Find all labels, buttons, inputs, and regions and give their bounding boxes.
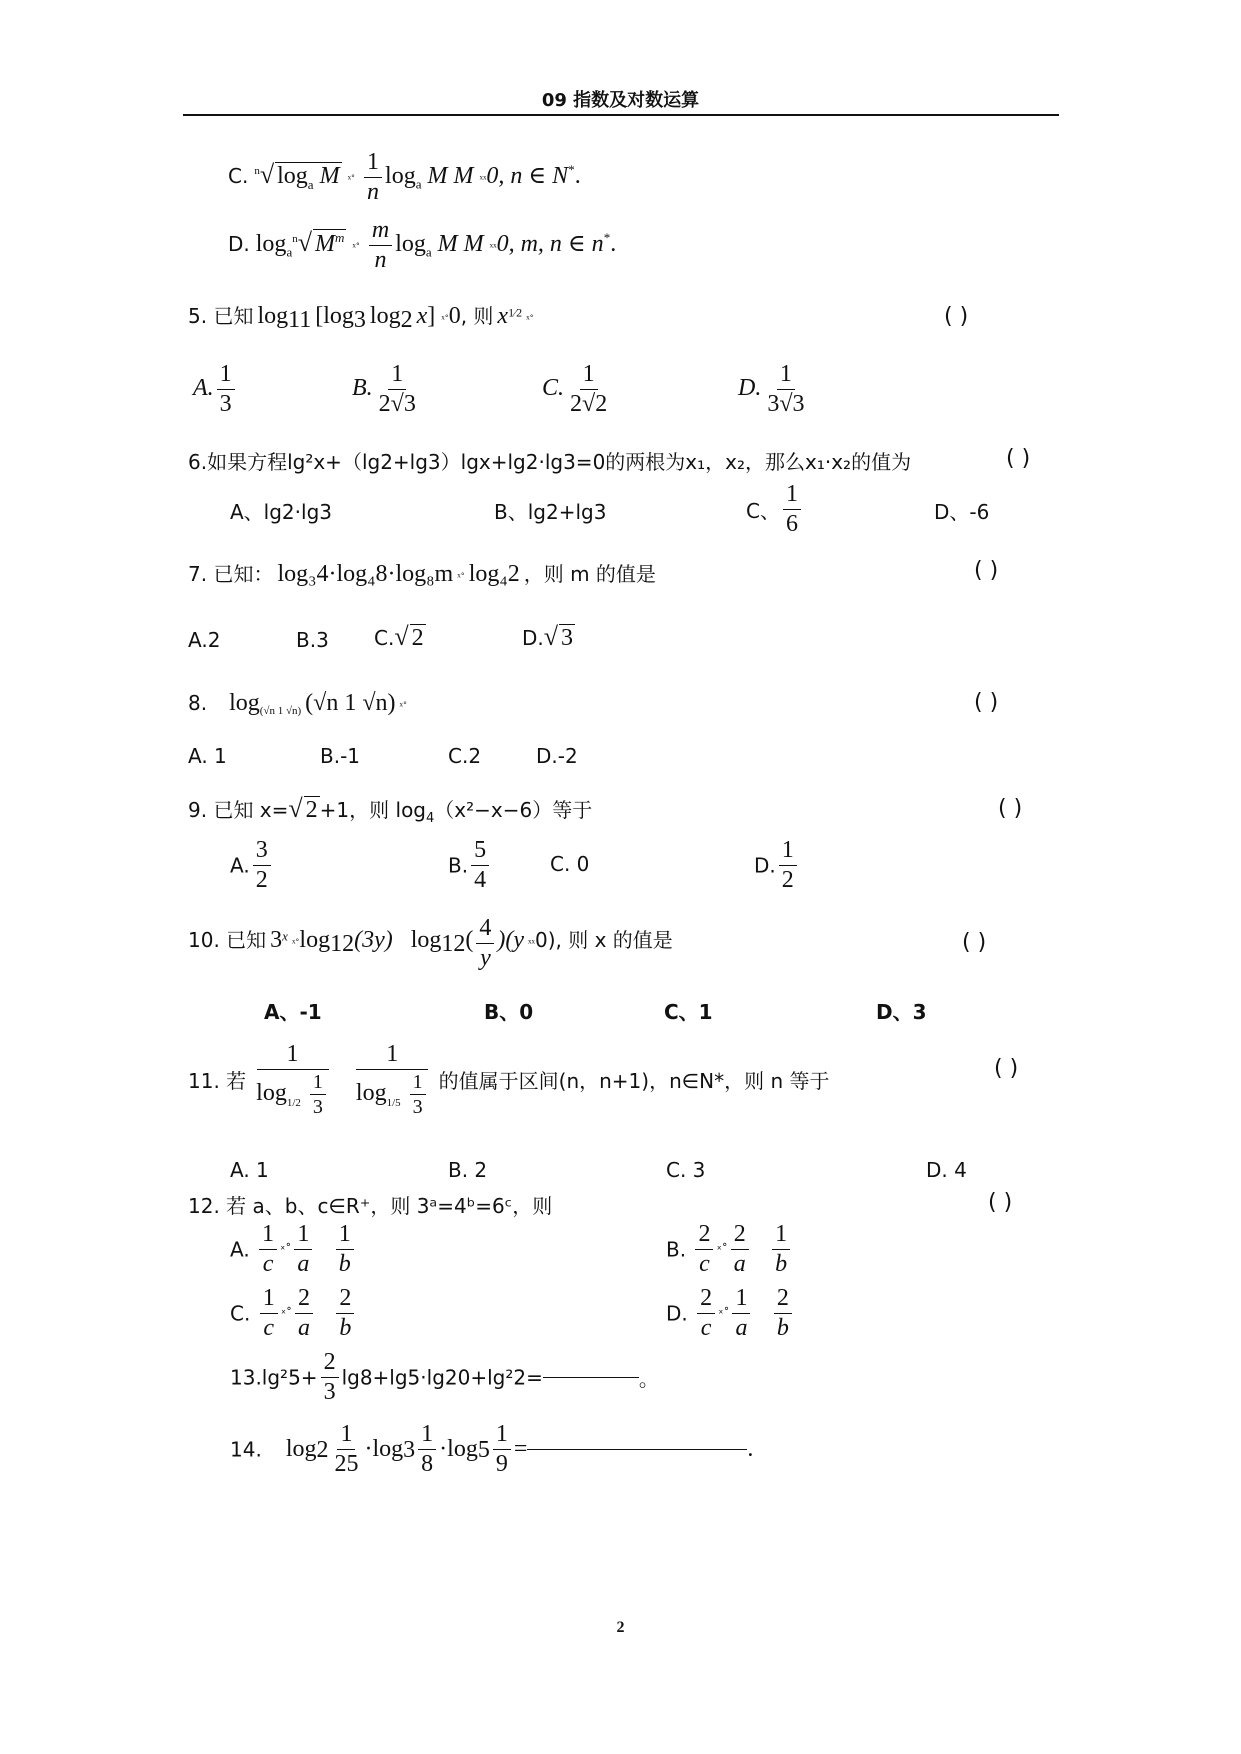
q7-stem: 7. 已知： log₃4·log₄8·log₈m ˣ˚ log₄2 ，则 m 的值是 [188, 561, 656, 587]
q10-option-a: A、-1 [264, 1000, 322, 1024]
q12-stem: 12. 若 a、b、c∈R⁺，则 3ᵃ=4ᵇ=6ᶜ，则 [188, 1194, 553, 1218]
q12-option-c: C. $\frac{1}{c}$ ˣ˚ $\frac{2}{a}$ $\frac{2}{b}$ [230, 1284, 357, 1343]
q4-option-d: D. $\log_a^n√$ $M^m$ ˣ˚ $\frac{m}{n}$ $\log_a M$ M ˣˣ0, m, n ∈ n*. [228, 217, 617, 273]
q5-option-a: A. $\frac{1}{3}$ [193, 360, 238, 419]
q9-option-a: A. $\frac{3}{2}$ [230, 836, 274, 895]
q14-answer-line [527, 1449, 747, 1450]
q12-answer-blank: ( ) [988, 1190, 1013, 1215]
q6-option-d: D、-6 [934, 500, 990, 524]
q7-option-b: B.3 [296, 628, 329, 652]
q8-option-d: D.-2 [536, 744, 578, 768]
q11-answer-blank: ( ) [994, 1056, 1019, 1081]
q11-option-b: B. 2 [448, 1158, 488, 1182]
q10-option-c: C、1 [664, 1000, 713, 1024]
q5-option-b: B. $\frac{1}{2√3}$ [352, 361, 416, 417]
q12-option-a: A. $\frac{1}{c}$ ˣ˚ $\frac{1}{a}$ $\frac{1}{b}$ [230, 1220, 357, 1279]
q6-option-a: A、lg2·lg3 [230, 500, 332, 524]
q11-option-a: A. 1 [230, 1158, 269, 1182]
q7-option-a: A.2 [188, 628, 221, 652]
q7-option-c: C.√ 2 [374, 622, 424, 651]
q6-option-c: C、 $\frac{1}{6}$ [746, 480, 804, 539]
q9-option-b: B. $\frac{5}{4}$ [448, 836, 492, 895]
q9-option-d: D. $\frac{1}{2}$ [754, 836, 800, 895]
q12-option-b: B. $\frac{2}{c}$ ˣ˚ $\frac{2}{a}$ $\frac{1}{b}$ [666, 1220, 793, 1279]
q9-answer-blank: ( ) [998, 796, 1023, 821]
q10-stem: 10. 已知 3$^x$ $ˣ˚\log_{12}(3y)$ $\log_{12}$( $\frac{4}{y}$ )(y ˣˣ0), 则 x 的值是 [188, 915, 673, 971]
q9-option-c: C. 0 [550, 852, 590, 876]
q13-answer-line [543, 1377, 639, 1378]
q5-option-d: D. $\frac{1}{3√3}$ [738, 361, 805, 417]
q8-option-a: A. 1 [188, 744, 227, 768]
document-header: 09 指数及对数运算 [541, 90, 700, 111]
q11-option-c: C. 3 [666, 1158, 706, 1182]
q10-option-d: D、3 [876, 1000, 927, 1024]
q10-answer-blank: ( ) [962, 930, 987, 955]
q9-stem: 9. 已知 x=√ 2 +1，则 $\log_4(x^2-x-6)$等于 [188, 794, 593, 826]
q14-stem: 14. $\log_2$ $\frac{1}{25}$ $\cdot\log_3$ $\frac{1}{8}$ $\cdot\log_5$ $\frac{1}{9}$ = . [230, 1421, 754, 1477]
page-number: 2 [616, 1619, 625, 1636]
q11-option-d: D. 4 [926, 1158, 967, 1182]
q5-option-c: C. $\frac{1}{2√2}$ [542, 361, 608, 417]
q5-answer-blank: ( ) [944, 304, 969, 329]
q10-option-b: B、0 [484, 1000, 534, 1024]
q6-stem: 6.如果方程lg²x+（lg2+lg3）lgx+lg2·lg3=0的两根为x₁，x₂，那么x₁·x₂的值为 [188, 450, 912, 474]
q8-answer-blank: ( ) [974, 690, 999, 715]
q7-answer-blank: ( ) [974, 558, 999, 583]
q6-answer-blank: ( ) [1006, 446, 1031, 471]
header-divider [183, 114, 1059, 116]
q4-option-c: C. $^n$√ $\log_a M$ ˣ˚ $\frac{1}{n}$ $\log_a M$ M ˣˣ0, n ∈ N*. [228, 149, 581, 205]
q7-option-d: D.√ 3 [522, 622, 574, 651]
q11-stem: 11. 若 1 $\log_{1/2}$ $\frac{1}{3}$ 1 $\log_{1/5}$ $\frac{1}{3}$ 的值属于区间(n，n+1)，n∈N*，则 n 等于 [188, 1041, 830, 1118]
q5-stem: 5. 已知 $\log_{11} [\log_3$ $\log_2 x$] ˣ˚0, 则 $x^{1⁄2}$ ˣ˚ [188, 303, 534, 334]
q8-stem: 8. $\log_{(√n 1 √n)} (√n$ 1 √n) ˣ˚ [188, 690, 407, 718]
q6-option-b: B、lg2+lg3 [494, 500, 607, 524]
q12-option-d: D. $\frac{2}{c}$ ˣ˚ $\frac{1}{a}$ $\frac{2}{b}$ [666, 1284, 795, 1343]
q13-stem: 13.lg²5+ $\frac{2}{3}$ lg8+lg5·lg20+lg²2= 。 [230, 1349, 659, 1405]
q8-option-b: B.-1 [320, 744, 361, 768]
q8-option-c: C.2 [448, 744, 482, 768]
